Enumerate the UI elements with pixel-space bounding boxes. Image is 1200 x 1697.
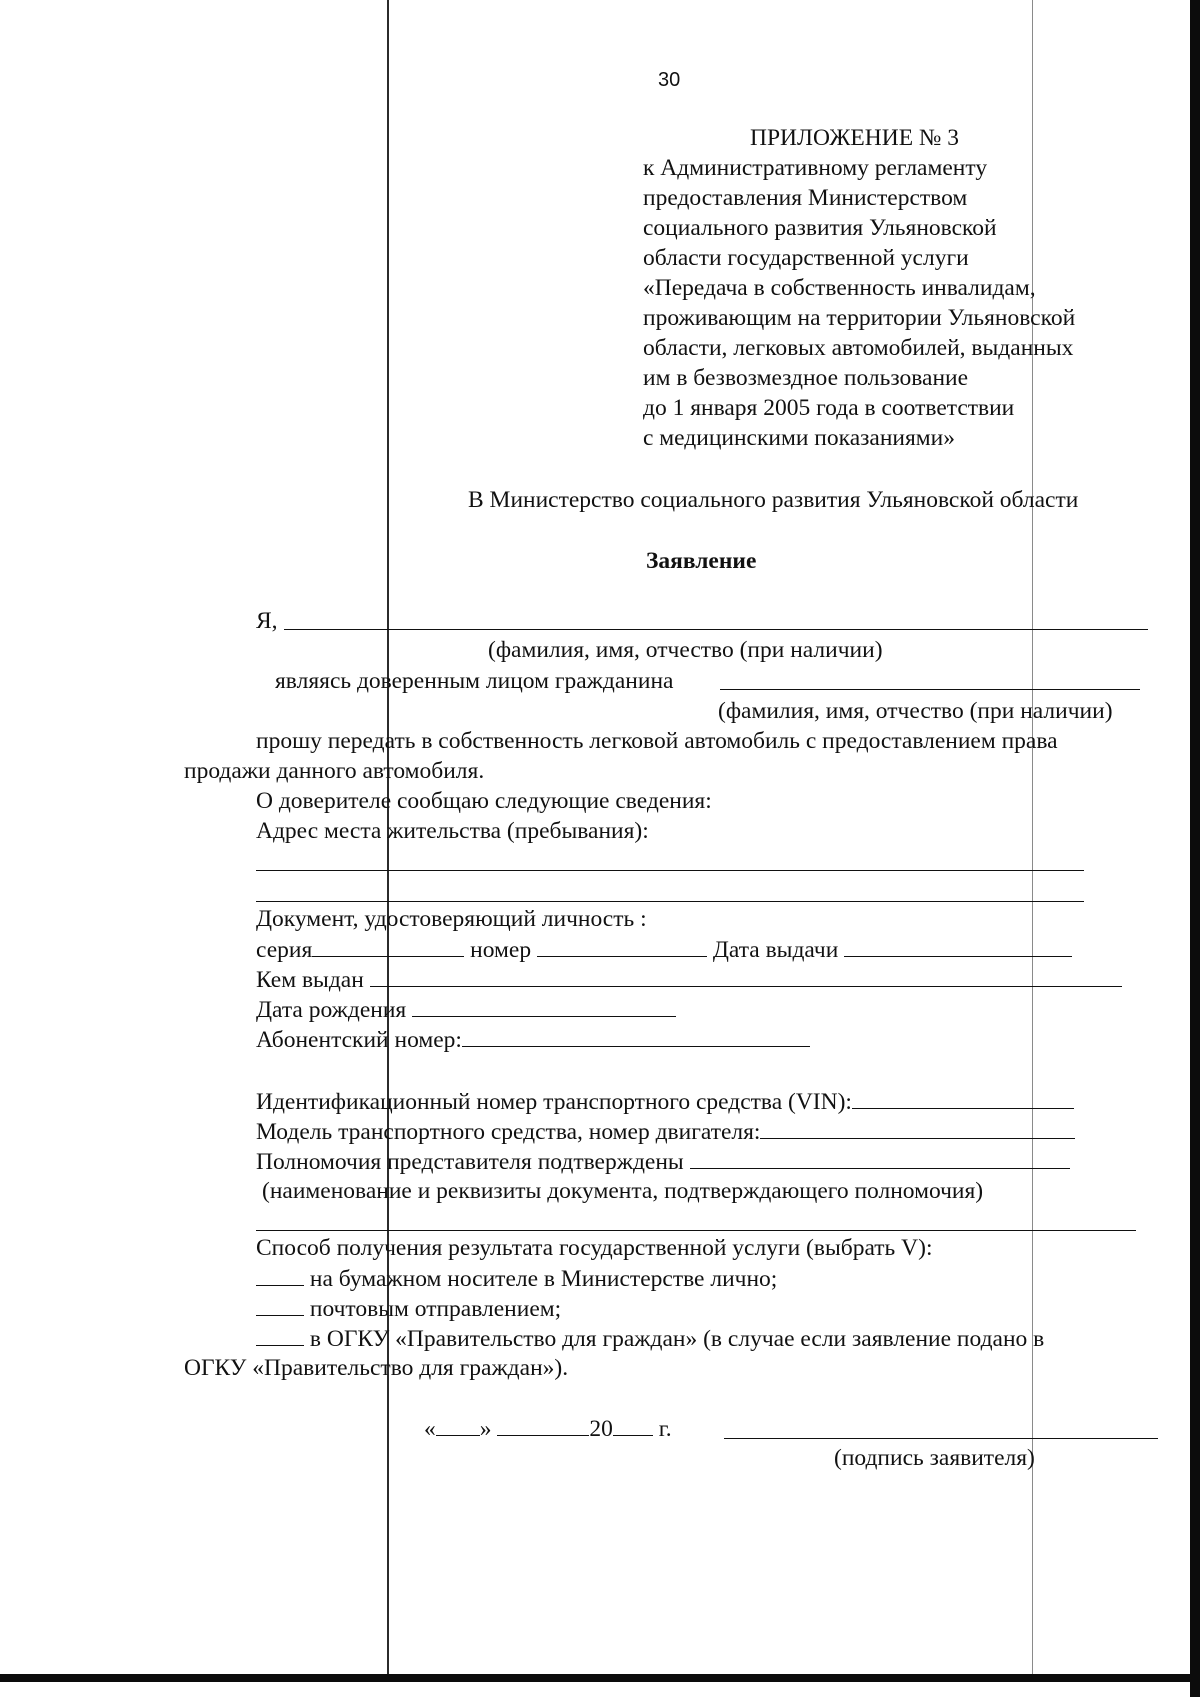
model-field[interactable]	[760, 1117, 1075, 1139]
birth-date-row	[256, 995, 676, 1024]
signature-hint: (подпись заявителя)	[834, 1445, 1035, 1471]
issued-by-row	[256, 965, 1122, 994]
number-label: номер	[470, 937, 532, 963]
phone-label: Абонентский номер:	[256, 1027, 462, 1053]
phone-row	[256, 1025, 810, 1054]
id-document-label: Документ, удостоверяющий личность :	[256, 906, 647, 932]
method-label: Способ получения результата государственной услуги (выбрать V):	[256, 1235, 933, 1261]
vin-label: Идентификационный номер транспортного средства (VIN):	[256, 1089, 852, 1115]
model-label: Модель транспортного средства, номер двигателя:	[256, 1119, 761, 1145]
applicant-name-line[interactable]	[284, 629, 1148, 630]
date-close-quote: »	[479, 1416, 492, 1442]
option-2-checkbox[interactable]	[256, 1294, 304, 1316]
document-title: Заявление	[646, 548, 757, 574]
option-3-label: в ОГКУ «Правительство для граждан» (в случае если заявление подано в	[309, 1326, 1045, 1352]
request-text-cont: продажи данного автомобиля.	[184, 758, 485, 784]
page-number: 30	[658, 69, 681, 91]
option-3-label-cont: ОГКУ «Правительство для граждан»).	[184, 1355, 569, 1381]
phone-field[interactable]	[462, 1025, 810, 1047]
vin-field[interactable]	[852, 1087, 1074, 1109]
scan-border-right	[1190, 0, 1200, 1697]
applicant-label: Я,	[256, 608, 278, 634]
id-document-row	[256, 935, 1072, 964]
powers-line-2[interactable]	[256, 1230, 1136, 1231]
powers-row	[256, 1147, 1070, 1176]
option-3-checkbox[interactable]	[256, 1324, 304, 1346]
year-field[interactable]	[613, 1414, 653, 1436]
year-suffix: г.	[658, 1416, 672, 1442]
fio-hint: (фамилия, имя, отчество (при наличии)	[488, 637, 883, 663]
trustee-label: являясь доверенным лицом гражданина	[275, 668, 674, 694]
birth-date-label: Дата рождения	[256, 997, 407, 1023]
appendix-line: «Передача в собственность инвалидам,	[643, 275, 1036, 301]
issue-date-field[interactable]	[844, 935, 1072, 957]
date-row	[424, 1414, 672, 1443]
series-field[interactable]	[312, 935, 464, 957]
appendix-line: с медицинскими показаниями»	[643, 425, 955, 451]
year-prefix: 20	[589, 1416, 613, 1442]
option-1-label: на бумажном носителе в Министерстве лично;	[309, 1266, 778, 1292]
appendix-line: области государственной услуги	[643, 245, 969, 271]
model-row	[256, 1117, 1075, 1146]
appendix-title: ПРИЛОЖЕНИЕ № 3	[750, 125, 959, 151]
appendix-line: к Административному регламенту	[643, 155, 988, 181]
address-line-1[interactable]	[256, 870, 1084, 871]
appendix-line: им в безвозмездное пользование	[643, 365, 969, 391]
option-3-row	[256, 1324, 1044, 1353]
powers-label: Полномочия представителя подтверждены	[256, 1149, 684, 1175]
addressee: В Министерство социального развития Ульяновской области	[468, 487, 1079, 513]
appendix-line: социального развития Ульяновской	[643, 215, 997, 241]
powers-hint: (наименование и реквизиты документа, подтверждающего полномочия)	[262, 1178, 984, 1204]
option-1-row	[256, 1264, 777, 1293]
option-2-label: почтовым отправлением;	[309, 1296, 562, 1322]
fio-hint-2: (фамилия, имя, отчество (при наличии)	[718, 698, 1113, 724]
issued-by-field[interactable]	[370, 965, 1122, 987]
appendix-line: области, легковых автомобилей, выданных	[643, 335, 1074, 361]
vin-row	[256, 1087, 1074, 1116]
month-field[interactable]	[497, 1414, 589, 1436]
series-label: серия	[256, 937, 313, 963]
appendix-line: до 1 января 2005 года в соответствии	[643, 395, 1015, 421]
scan-border-bottom	[0, 1674, 1200, 1682]
issue-date-label: Дата выдачи	[712, 937, 839, 963]
principal-intro: О доверителе сообщаю следующие сведения:	[256, 788, 712, 814]
number-field[interactable]	[537, 935, 707, 957]
scan-artifact-line-faint	[1032, 0, 1033, 1674]
day-field[interactable]	[436, 1414, 480, 1436]
powers-field[interactable]	[690, 1147, 1070, 1169]
address-line-2[interactable]	[256, 901, 1084, 902]
option-2-row	[256, 1294, 561, 1323]
signature-field[interactable]	[724, 1438, 1158, 1439]
appendix-line: проживающим на территории Ульяновской	[643, 305, 1076, 331]
date-open-quote: «	[424, 1416, 436, 1442]
birth-date-field[interactable]	[412, 995, 676, 1017]
option-1-checkbox[interactable]	[256, 1264, 304, 1286]
request-text: прошу передать в собственность легковой автомобиль с предоставлением права	[256, 728, 1058, 754]
appendix-line: предоставления Министерством	[643, 185, 968, 211]
trustee-name-line[interactable]	[720, 689, 1140, 690]
address-label: Адрес места жительства (пребывания):	[256, 818, 649, 844]
issued-by-label: Кем выдан	[256, 967, 364, 993]
